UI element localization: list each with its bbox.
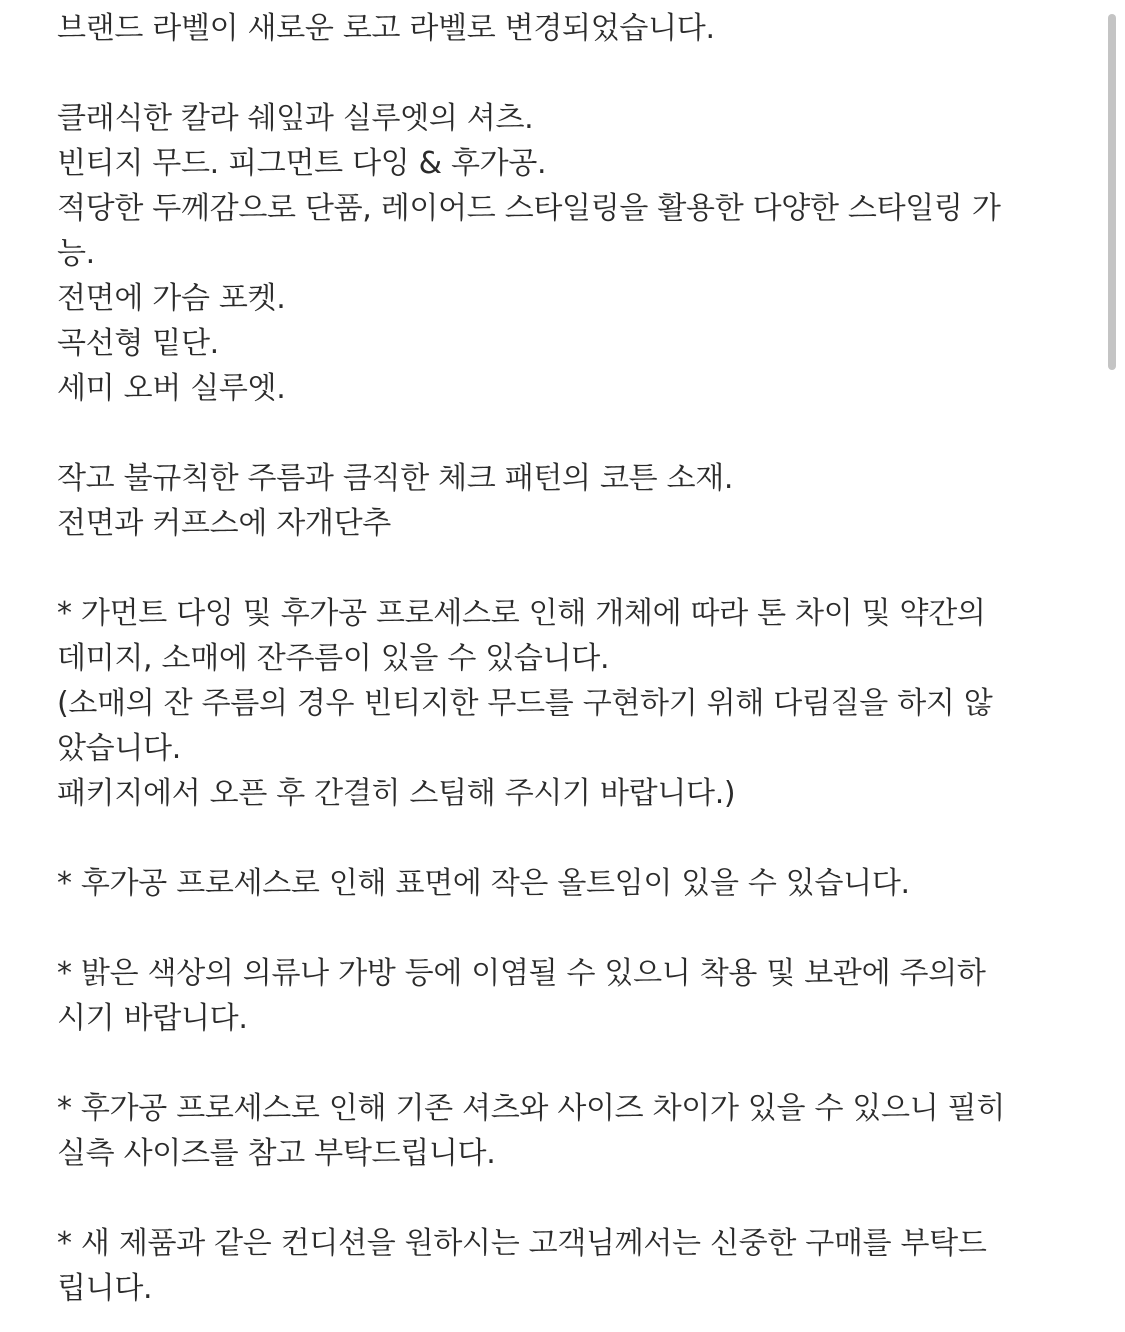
text-line: 세미 오버 실루엣. — [57, 371, 286, 406]
text-line: (소매의 잔 주름의 경우 빈티지한 무드를 구현하기 위해 다림질을 하지 않 — [57, 686, 993, 721]
text-line: 빈티지 무드. 피그먼트 다잉 & 후가공. — [57, 146, 547, 181]
text-line: 았습니다. — [57, 731, 181, 766]
text-line: 적당한 두께감으로 단품, 레이어드 스타일링을 활용한 다양한 스타일링 가 — [57, 191, 1001, 226]
blank-line — [57, 906, 1082, 951]
text-line: * 새 제품과 같은 컨디션을 원하시는 고객님께서는 신중한 구매를 부탁드 — [57, 1226, 987, 1261]
text-line: 시기 바랍니다. — [57, 1001, 248, 1036]
text-line: 실측 사이즈를 참고 부탁드립니다. — [57, 1136, 496, 1171]
text-line: 패키지에서 오픈 후 간결히 스팀해 주시기 바랍니다.) — [57, 776, 736, 811]
text-line: 작고 불규칙한 주름과 큼직한 체크 패턴의 코튼 소재. — [57, 461, 734, 496]
text-line: * 후가공 프로세스로 인해 기존 셔츠와 사이즈 차이가 있을 수 있으니 필히 — [57, 1091, 1006, 1126]
text-line: 능. — [57, 236, 95, 271]
blank-line — [57, 411, 1082, 456]
blank-line — [57, 51, 1082, 96]
text-line: * 가먼트 다잉 및 후가공 프로세스로 인해 개체에 따라 톤 차이 및 약간의 — [57, 596, 986, 631]
text-line: 곡선형 밑단. — [57, 326, 219, 361]
blank-line — [57, 1041, 1082, 1086]
text-line: * 밝은 색상의 의류나 가방 등에 이염될 수 있으니 착용 및 보관에 주의하 — [57, 956, 986, 991]
blank-line — [57, 816, 1082, 861]
text-line: 클래식한 칼라 쉐잎과 실루엣의 셔츠. — [57, 101, 534, 136]
blank-line — [57, 1176, 1082, 1221]
text-line: 브랜드 라벨이 새로운 로고 라벨로 변경되었습니다. — [57, 11, 715, 46]
text-line: 전면에 가슴 포켓. — [57, 281, 286, 316]
text-line: 립니다. — [57, 1271, 153, 1306]
text-line: 전면과 커프스에 자개단추 — [57, 506, 391, 541]
text-line: * 후가공 프로세스로 인해 표면에 작은 올트임이 있을 수 있습니다. — [57, 866, 910, 901]
vertical-scrollbar[interactable] — [1108, 14, 1116, 370]
product-description-text — [57, 6, 1082, 1311]
text-line: 데미지, 소매에 잔주름이 있을 수 있습니다. — [57, 641, 610, 676]
blank-line — [57, 546, 1082, 591]
